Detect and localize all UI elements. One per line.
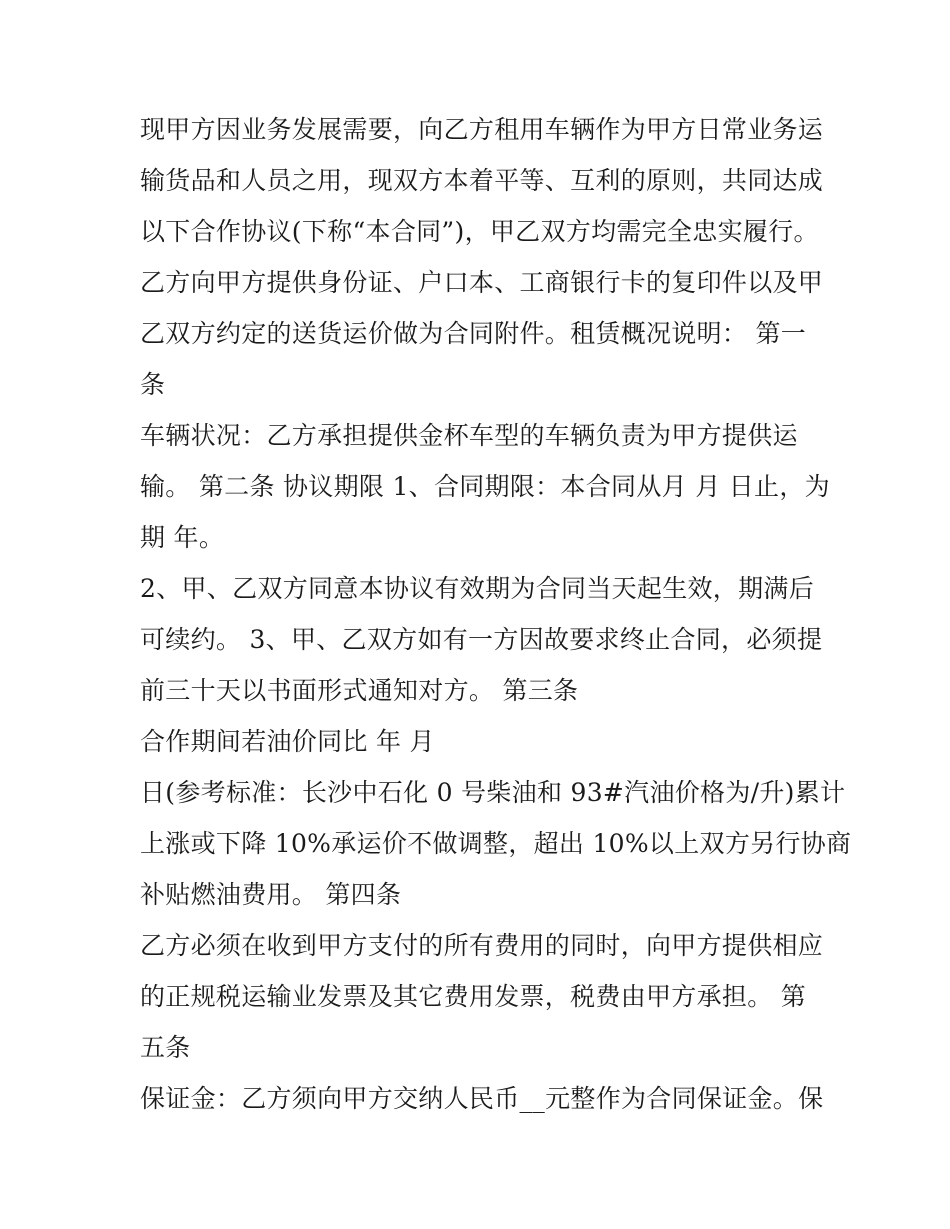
text-line: 输。 第二条 协议期限 1、合同期限：本合同从月 月 日止，为 [140,472,830,501]
text-line: 保证金：乙方须向甲方交纳人民币__元整作为合同保证金。保 [140,1084,824,1113]
text-line: 上涨或下降 10%承运价不做调整，超出 10%以上双方另行协商 [140,829,852,858]
text-line: 乙方必须在收到甲方支付的所有费用的同时，向甲方提供相应 [140,931,824,960]
text-line: 合作期间若油价同比 年 月 [140,727,435,756]
text-line: 车辆状况：乙方承担提供金杯车型的车辆负责为甲方提供运 [140,421,798,450]
text-line: 可续约。 3、甲、乙双方如有一方因故要求终止合同，必须提 [140,625,823,654]
text-line: 期 年。 [140,523,225,552]
text-line: 乙方向甲方提供身份证、户口本、工商银行卡的复印件以及甲 [140,268,824,297]
text-line: 补贴燃油费用。 第四条 [140,880,402,909]
document-body [140,104,852,1124]
text-line: 2、甲、乙双方同意本协议有效期为合同当天起生效，期满后 [140,574,815,603]
text-line: 现甲方因业务发展需要，向乙方租用车辆作为甲方日常业务运 [140,115,824,144]
text-line: 乙双方约定的送货运价做为合同附件。租赁概况说明： 第一 [140,319,807,348]
text-line: 以下合作协议(下称“本合同”)，甲乙双方均需完全忠实履行。 [140,217,819,246]
text-line: 日(参考标准：长沙中石化 0 号柴油和 93#汽油价格为/升)累计 [140,778,846,807]
text-line: 条 [140,370,166,399]
text-line: 前三十天以书面形式通知对方。 第三条 [140,676,579,705]
text-line: 五条 [140,1033,191,1062]
text-line: 的正规税运输业发票及其它费用发票，税费由甲方承担。 第 [140,982,807,1011]
text-line: 输货品和人员之用，现双方本着平等、互利的原则，共同达成 [140,166,824,195]
